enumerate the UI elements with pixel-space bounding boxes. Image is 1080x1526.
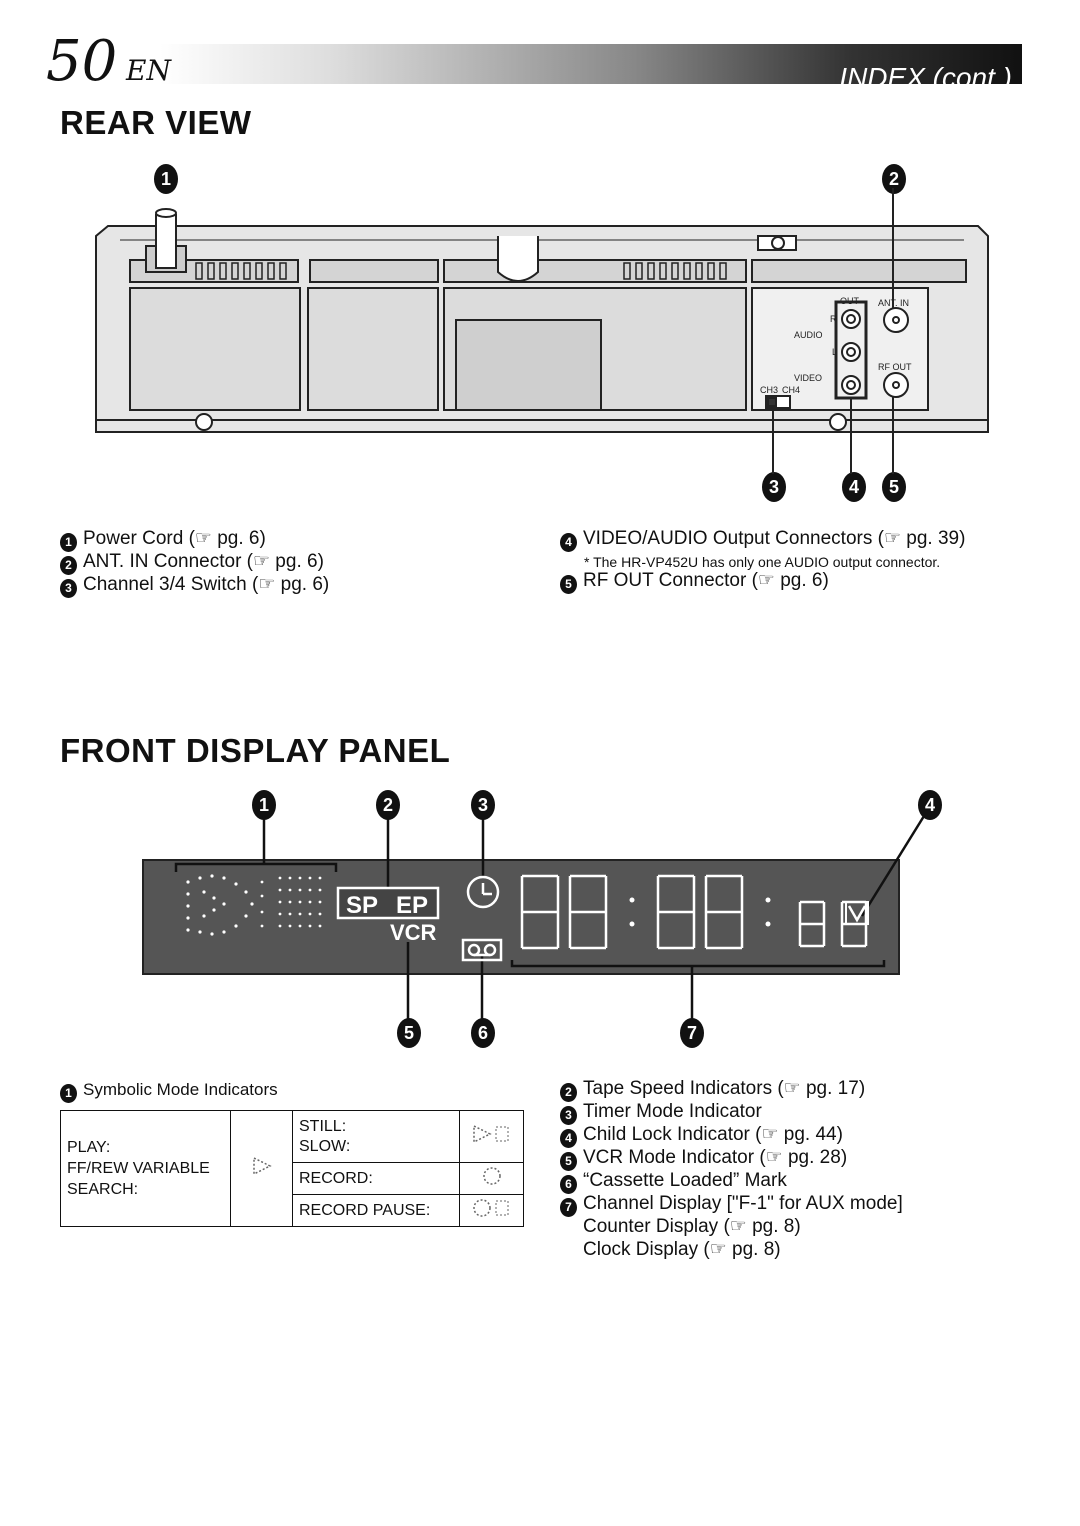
rear-callout-1: 1 xyxy=(154,164,178,194)
record-pause-icon xyxy=(460,1195,524,1227)
front-legend-item: 2 Tape Speed Indicators (☞ pg. 17) xyxy=(560,1078,865,1102)
front-legend-item: 7 Channel Display ["F-1" for AUX mode] xyxy=(560,1193,903,1217)
rear-legend-item: 1 Power Cord (☞ pg. 6) xyxy=(60,528,266,552)
rear-callout-3: 3 xyxy=(762,472,786,502)
rear-callout-4: 4 xyxy=(842,472,866,502)
front-legend-item: 1 Symbolic Mode Indicators xyxy=(60,1079,278,1103)
rear-legend-item: 2 ANT. IN Connector (☞ pg. 6) xyxy=(60,551,324,575)
vcr-indicator: VCR xyxy=(390,920,437,945)
rear-legend-item: 5 RF OUT Connector (☞ pg. 6) xyxy=(560,570,829,594)
page-language: EN xyxy=(126,54,171,87)
mode-label-record: RECORD: xyxy=(293,1163,460,1195)
label-ant-in: ANT. IN xyxy=(878,298,910,308)
rear-view-title: REAR VIEW xyxy=(60,104,252,141)
label-ch3: CH3 xyxy=(760,385,779,395)
front-callout-7: 7 xyxy=(680,1018,704,1048)
front-callout-4: 4 xyxy=(918,790,942,820)
front-legend-subitem: Clock Display (☞ pg. 8) xyxy=(583,1239,781,1260)
front-callout-3: 3 xyxy=(471,790,495,820)
rear-legend-item: 4 VIDEO/AUDIO Output Connectors (☞ pg. 39) xyxy=(560,528,965,552)
rear-legend-item: 3 Channel 3/4 Switch (☞ pg. 6) xyxy=(60,574,329,598)
front-callout-6: 6 xyxy=(471,1018,495,1048)
front-legend-item: 6 “Cassette Loaded” Mark xyxy=(560,1170,787,1194)
symbolic-mode-table xyxy=(60,1110,524,1227)
label-ch4: CH4 xyxy=(782,385,801,395)
front-callout-5: 5 xyxy=(397,1018,421,1048)
play-icon xyxy=(231,1111,293,1227)
still-slow-icon xyxy=(460,1111,524,1163)
mode-label-still-slow: STILL: SLOW: xyxy=(293,1111,460,1163)
label-rf-out: RF OUT xyxy=(878,362,912,372)
front-legend-subitem: Counter Display (☞ pg. 8) xyxy=(583,1216,801,1237)
rear-callout-2: 2 xyxy=(882,164,906,194)
ep-indicator: EP xyxy=(396,892,429,919)
label-audio: AUDIO xyxy=(794,330,823,340)
rear-footnote: * The HR-VP452U has only one AUDIO output connector. xyxy=(584,554,941,570)
front-callout-1: 1 xyxy=(252,790,276,820)
front-panel-title: FRONT DISPLAY PANEL xyxy=(60,732,451,769)
rear-callout-5: 5 xyxy=(882,472,906,502)
record-icon xyxy=(460,1163,524,1195)
mode-table-left: PLAY: FF/REW VARIABLE SEARCH: xyxy=(61,1111,231,1227)
header-title: INDEX (cont.) xyxy=(839,62,1012,93)
front-legend-item: 3 Timer Mode Indicator xyxy=(560,1101,762,1125)
label-l: L xyxy=(832,347,838,357)
front-display-diagram xyxy=(0,780,1080,1040)
label-out: OUT xyxy=(840,296,859,306)
sp-indicator: SP xyxy=(346,892,379,919)
page-number: 50 xyxy=(46,29,118,94)
front-legend-item: 4 Child Lock Indicator (☞ pg. 44) xyxy=(560,1124,843,1148)
front-callout-2: 2 xyxy=(376,790,400,820)
label-r: R xyxy=(830,314,837,324)
label-video: VIDEO xyxy=(794,373,823,383)
mode-label-record-pause: RECORD PAUSE: xyxy=(293,1195,460,1227)
front-legend-item: 5 VCR Mode Indicator (☞ pg. 28) xyxy=(560,1147,847,1171)
